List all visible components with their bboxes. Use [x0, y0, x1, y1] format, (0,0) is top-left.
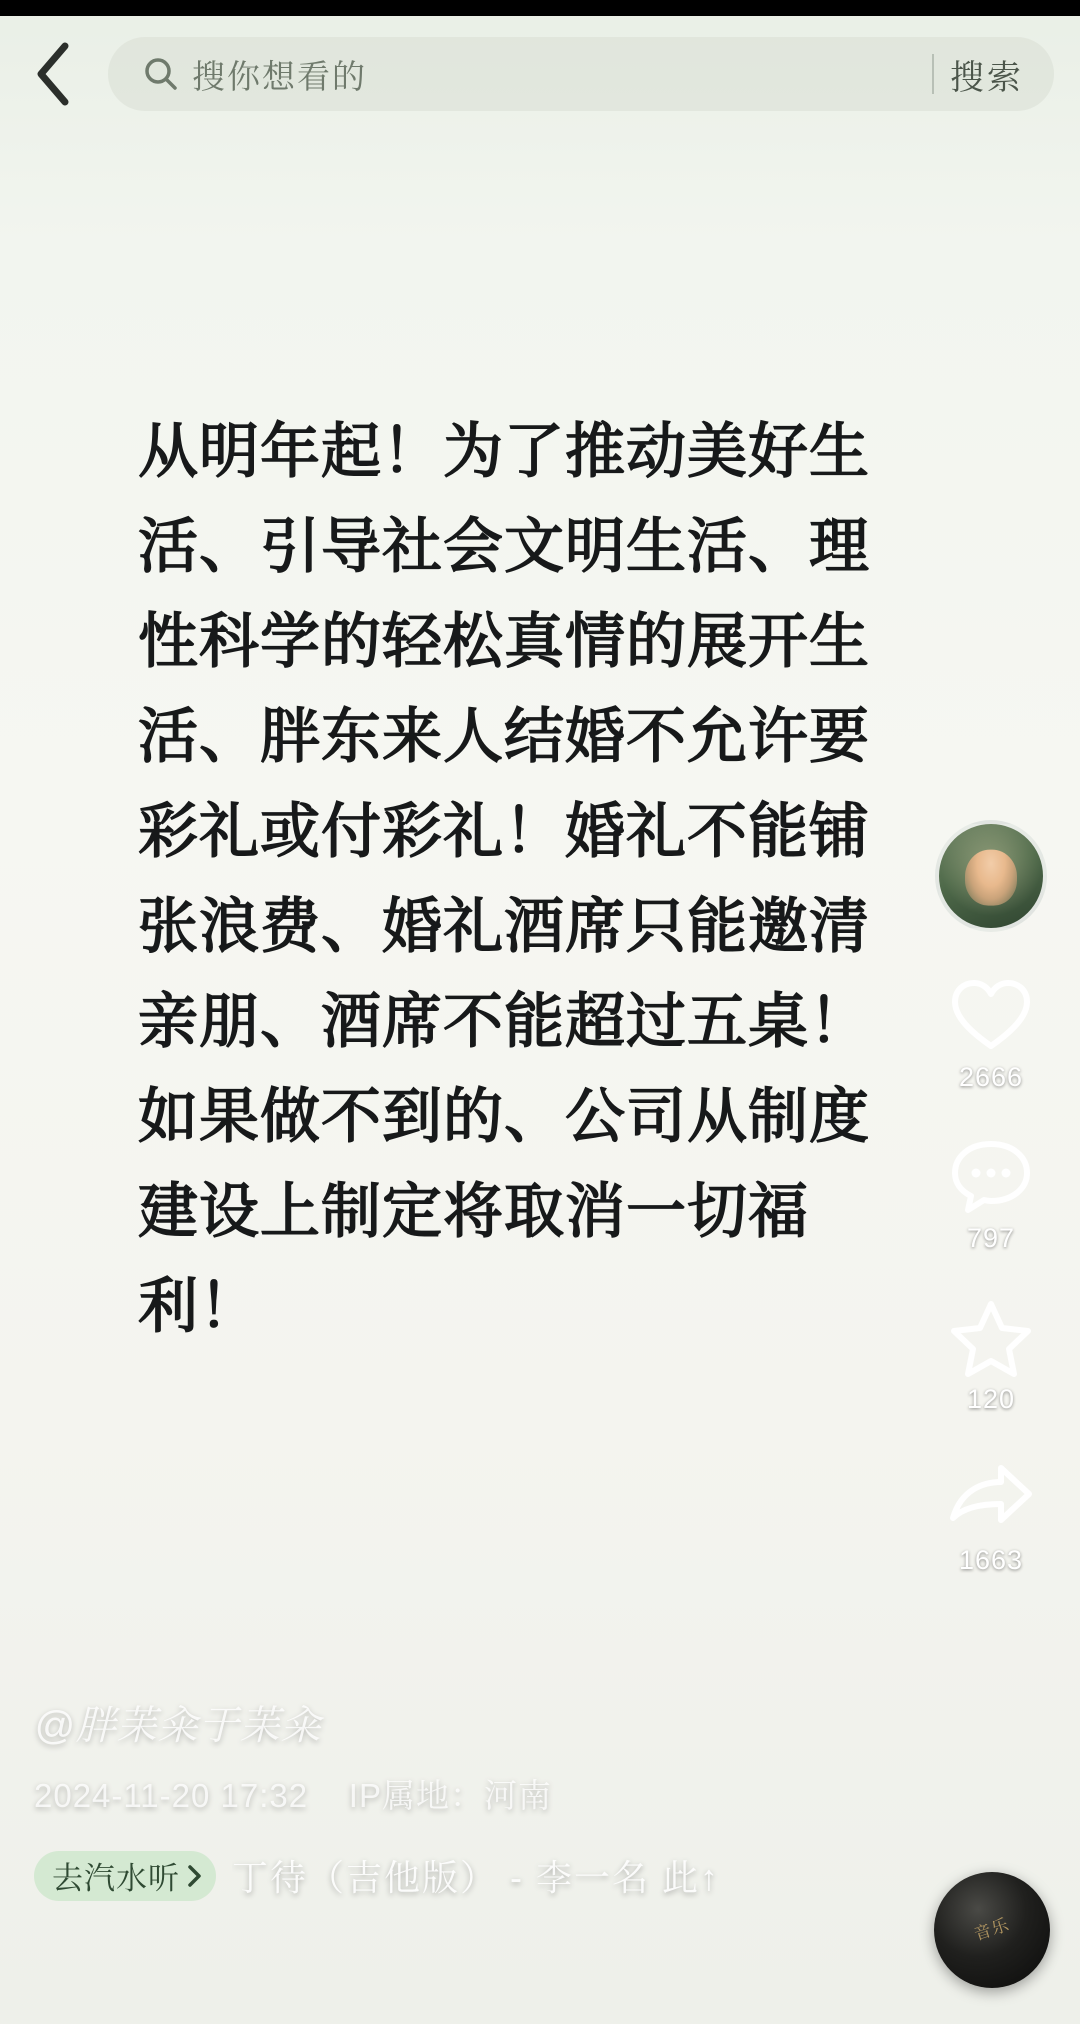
chevron-left-icon — [31, 38, 77, 110]
go-listen-button[interactable] — [34, 1851, 216, 1901]
back-button[interactable] — [0, 19, 108, 129]
comment-count: 797 — [966, 1223, 1016, 1253]
timestamp-text: 2024-11-20 17:32 — [34, 1777, 309, 1814]
author-avatar[interactable] — [935, 820, 1047, 932]
share-button[interactable] — [945, 1455, 1037, 1576]
status-bar — [0, 0, 1080, 16]
like-count: 2666 — [958, 1062, 1024, 1092]
star-icon — [945, 1294, 1037, 1382]
chevron-right-icon — [186, 1863, 204, 1889]
heart-icon — [945, 972, 1037, 1060]
search-icon — [140, 53, 182, 95]
top-search-bar — [0, 16, 1080, 132]
search-input-placeholder[interactable]: 搜你想看的 — [192, 57, 367, 95]
share-icon — [945, 1455, 1037, 1543]
share-count: 1663 — [958, 1545, 1024, 1575]
music-bar — [34, 1850, 934, 1901]
action-rail — [924, 820, 1058, 1576]
music-title[interactable]: 丁待（吉他版） - 李一名 此↑ — [232, 1857, 720, 1898]
ip-location-text: IP属地：河南 — [348, 1777, 552, 1814]
favorite-count: 120 — [966, 1384, 1016, 1414]
comment-button[interactable] — [945, 1133, 1037, 1254]
music-disc-label: 音乐 — [971, 1914, 1012, 1945]
avatar-figure — [965, 849, 1017, 905]
search-submit-button[interactable]: 搜索 — [950, 58, 1024, 97]
go-listen-label: 去汽水听 — [52, 1861, 180, 1896]
post-timestamp — [34, 1770, 552, 1817]
comment-icon — [945, 1133, 1037, 1221]
music-disc[interactable] — [934, 1872, 1050, 1988]
author-handle[interactable]: @胖苿籴于苿籴 — [34, 1704, 322, 1748]
search-field[interactable] — [108, 37, 1054, 111]
search-divider — [932, 54, 934, 94]
post-body-text: 从明年起！为了推动美好生活、引导社会文明生活、理性科学的轻松真情的展开生活、胖东来人结婚不允许要彩礼或付彩礼！婚礼不能铺张浪费、婚礼酒席只能邀清亲朋、酒席不能超过五桌！如果做不到的、公司从制度建设上制定将取消一切福利！ — [138, 418, 870, 1340]
like-button[interactable] — [945, 972, 1037, 1093]
favorite-button[interactable] — [945, 1294, 1037, 1415]
